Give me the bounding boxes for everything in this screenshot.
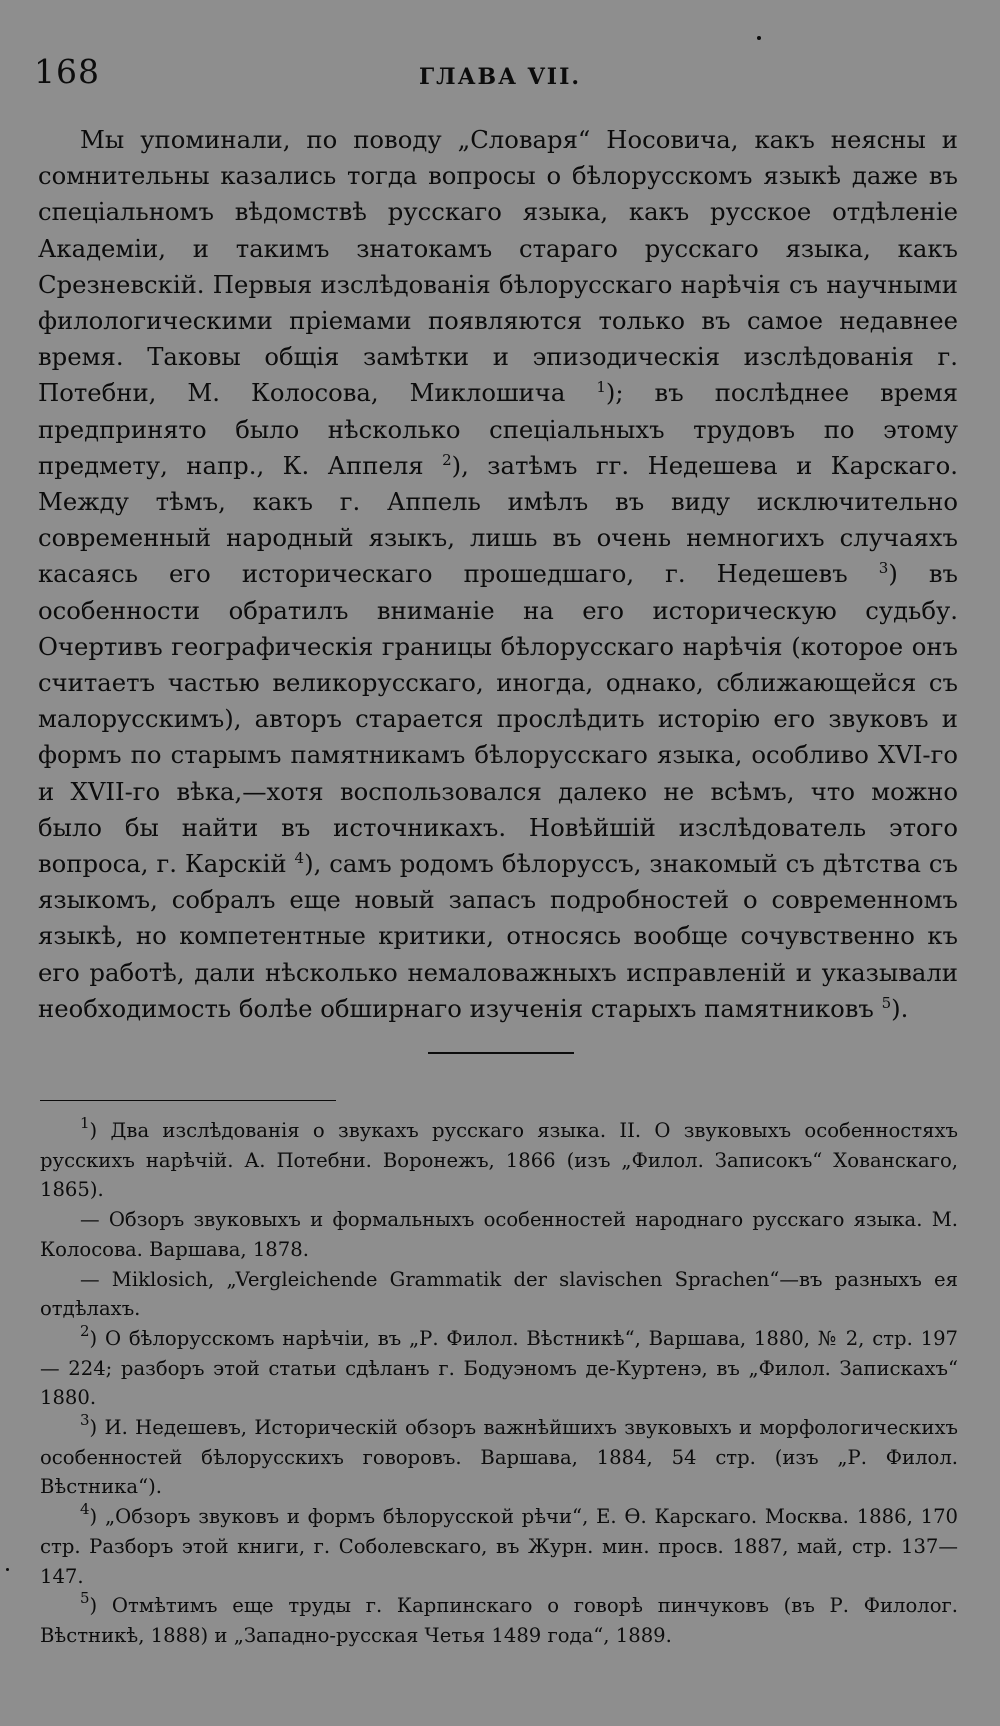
footnote-mark: 5 — [80, 1589, 90, 1608]
body-text-segment: ), затѣмъ гг. Недешева и Карскаго. Между тѣмъ, какъ г. Аппель имѣлъ въ виду исключительно современный народный языкъ, лишь въ очень немногихъ случаяхъ касаясь его историческаго прошедшаго, г. Недешевъ — [38, 450, 958, 589]
footnotes — [40, 1116, 958, 1651]
section-end-rule — [428, 1052, 574, 1054]
footnote-text: ) „Обзоръ звуковъ и формъ бѣлорусской рѣчи“, Е. Ѳ. Карскаго. Москва. 1886, 170 стр. Разборъ этой книги, г. Соболевскаго, въ Журн. мин. просв. 1887, май, стр. 137—147. — [40, 1505, 958, 1588]
body-text-segment: ) въ особенности обратилъ вниманіе на его историческую судьбу. Очертивъ географическія границы бѣлорусскаго нарѣчія (которое онъ считаетъ частью великорусскаго, иногда, однако, сближающейся съ малорусскимъ), авторъ старается прослѣдить исторію его звуковъ и формъ по старымъ памятникамъ бѣлорусскаго языка, особливо XVI-го и XVII-го вѣка,—хотя воспользовался далеко не всѣмъ, что можно было бы найти въ источникахъ. Новѣйшій изслѣдователь этого вопроса, г. Карскій — [38, 559, 959, 879]
footnote-1-continued: — Обзоръ звуковыхъ и формальныхъ особенностей народнаго русскаго языка. М. Колосова. Варшава, 1878. — [40, 1208, 958, 1261]
body-text-segment: ). — [891, 993, 909, 1023]
main-paragraph — [38, 122, 958, 1027]
footnote-separator — [40, 1100, 336, 1101]
ink-speck — [757, 36, 761, 40]
footnote-5 — [40, 1591, 958, 1650]
footnote-3 — [40, 1413, 958, 1502]
ink-speck — [6, 1568, 9, 1571]
footnote-text: ) И. Недешевъ, Историческій обзоръ важнѣйшихъ звуковыхъ и морфологическихъ особенностей бѣлорусскихъ говоровъ. Варшава, 1884, 54 стр. (изъ „Р. Филол. Вѣстника“). — [40, 1416, 958, 1499]
footnote-mark: 2 — [80, 1321, 90, 1340]
footnote-1 — [40, 1116, 958, 1205]
body-text-segment: ), самъ родомъ бѣлоруссъ, знакомый съ дѣтства съ языкомъ, собралъ еще новый запасъ подробностей о современномъ языкѣ, но компетентные критики, относясь вообще сочувственно къ его работѣ, дали нѣсколько немаловажныхъ исправленій и указывали необходимость болѣе обширнаго изученія старыхъ памятниковъ — [38, 849, 958, 1023]
footnote-text: ) О бѣлорусскомъ нарѣчіи, въ „Р. Филол. Вѣстникѣ“, Варшава, 1880, № 2, стр. 197 — 224; разборъ этой статьи сдѣланъ г. Бодуэномъ де-Куртенэ, въ „Филол. Запискахъ“ 1880. — [40, 1326, 958, 1410]
chapter-heading: ГЛАВА VII. — [418, 64, 582, 90]
footnote-mark: 3 — [80, 1411, 90, 1430]
footnote-ref: 1 — [596, 378, 606, 397]
footnote-2 — [40, 1321, 958, 1413]
footnote-ref: 2 — [442, 450, 452, 469]
body-text-segment: ); въ послѣднее время предпринято было нѣсколько спеціальныхъ трудовъ по этому предмету, напр., К. Аппеля — [38, 378, 958, 480]
footnote-text: ) Два изслѣдованія о звукахъ русскаго языка. II. О звуковыхъ особенностяхъ русскихъ нарѣчій. А. Потебни. Воронежъ, 1866 (изъ „Филол. Записокъ“ Хованскаго, 1865). — [40, 1119, 958, 1202]
footnote-mark: 1 — [80, 1114, 90, 1132]
footnote-mark: 4 — [80, 1500, 90, 1519]
footnote-ref: 5 — [881, 993, 892, 1012]
footnote-4 — [40, 1502, 958, 1591]
footnote-1-continued: — Miklosich, „Vergleichende Grammatik der slavischen Sprachen“—въ разныхъ ея отдѣлахъ. — [40, 1267, 958, 1321]
footnote-ref: 4 — [294, 849, 305, 868]
footnote-ref: 3 — [878, 559, 889, 578]
footnote-text: ) Отмѣтимъ еще труды г. Карпинскаго о говорѣ пинчуковъ (въ Р. Филолог. Вѣстникѣ, 1888) и „Западно-русская Четья 1489 года“, 1889. — [40, 1594, 958, 1647]
body-text-segment: Мы упоминали, по поводу „Словаря“ Носовича, какъ неясны и сомнительны казались тогда вопросы о бѣлорусскомъ языкѣ даже въ спеціальномъ вѣдомствѣ русскаго языка, какъ русское отдѣленіе Академіи, и такимъ знатокамъ стараго русскаго языка, какъ Срезневскій. Первыя изслѣдованія бѣлорусскаго нарѣчія съ научными филологическими пріемами появляются только въ самое недавнее время. Таковы общія замѣтки и эпизодическія изслѣдованія г. Потебни, М. Колосова, Миклошича — [38, 125, 958, 408]
page-number: 168 — [34, 52, 100, 91]
